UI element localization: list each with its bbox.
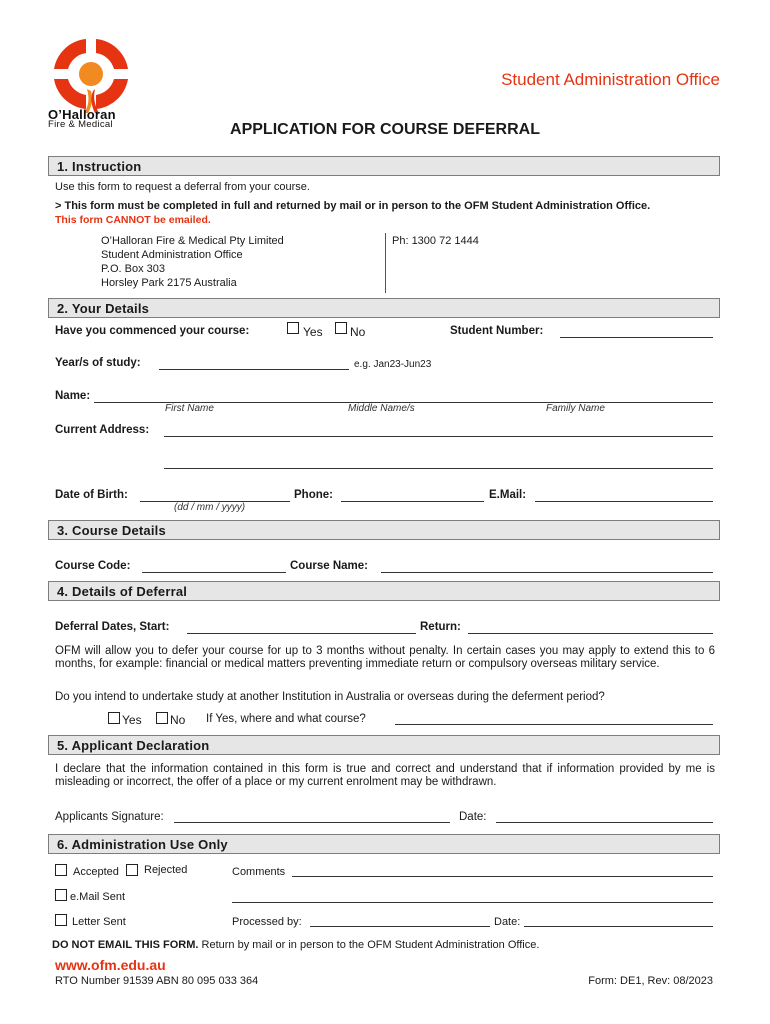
deferral-start-label: Deferral Dates, Start:: [55, 621, 170, 633]
other-study-no-label: No: [170, 713, 186, 727]
rejected-checkbox[interactable]: [126, 864, 138, 876]
website-link[interactable]: www.ofm.edu.au: [55, 957, 166, 973]
section-course-header: [48, 520, 720, 540]
commenced-label: Have you commenced your course:: [55, 325, 250, 337]
deferral-return-label: Return:: [420, 621, 461, 633]
email-sent-label: e.Mail Sent: [70, 891, 126, 903]
admin-date-label: Date:: [494, 916, 521, 928]
current-address-label: Current Address:: [55, 424, 150, 436]
declaration-date-label: Date:: [459, 811, 487, 823]
office-name: Student Administration Office: [501, 70, 720, 89]
years-label: Year/s of study:: [55, 357, 141, 369]
section-declaration-header: [48, 735, 720, 755]
section-heading: 5. Applicant Declaration: [57, 738, 210, 753]
section-details-header: [48, 298, 720, 318]
address-line: Horsley Park 2175 Australia: [101, 277, 237, 289]
signature-label: Applicants Signature:: [55, 811, 164, 823]
course-code-field[interactable]: [142, 572, 286, 573]
signature-field[interactable]: [174, 822, 450, 823]
phone-label: Phone:: [294, 489, 333, 501]
middle-name-hint: Middle Name/s: [348, 403, 415, 414]
form-revision: Form: DE1, Rev: 08/2023: [588, 975, 713, 987]
dob-hint: (dd / mm / yyyy): [174, 502, 246, 513]
deferral-policy-text: OFM will allow you to defer your course for up to 3 months without penalty. In certain cases you may apply to extend this to 6 months, for example: financial or medical matters preventing immediate return or compulsory overseas military service.: [55, 645, 715, 670]
deferral-return-field[interactable]: [468, 633, 713, 634]
letter-sent-label: Letter Sent: [72, 916, 126, 928]
address-line: Student Administration Office: [101, 249, 243, 261]
processed-by-label: Processed by:: [232, 916, 302, 928]
section-admin-header: [48, 834, 720, 854]
footer-notice: [52, 939, 539, 951]
declaration-date-field[interactable]: [496, 822, 713, 823]
other-study-no-checkbox[interactable]: [156, 712, 168, 724]
declaration-text: I declare that the information contained in this form is true and correct and understand that if information provided by me is misleading or incorrect, the offer of a place or my current enrolment may be withdrawn.: [55, 763, 715, 788]
other-study-where-field[interactable]: [395, 724, 713, 725]
admin-date-field[interactable]: [524, 926, 713, 927]
name-label: Name:: [55, 390, 91, 402]
comments-field-line-2[interactable]: [232, 902, 713, 903]
commenced-no-checkbox[interactable]: [335, 322, 347, 334]
address-divider: [385, 233, 386, 293]
office-phone: Ph: 1300 72 1444: [392, 235, 479, 247]
first-name-hint: First Name: [165, 403, 214, 414]
other-study-question: Do you intend to undertake study at another Institution in Australia or overseas during the deferment period?: [55, 691, 605, 703]
email-field[interactable]: [535, 501, 713, 502]
current-address-field[interactable]: [164, 436, 713, 437]
other-study-yes-checkbox[interactable]: [108, 712, 120, 724]
comments-label: Comments: [232, 866, 286, 878]
logo-subtitle: Fire & Medical: [48, 119, 113, 130]
section-heading: 2. Your Details: [57, 301, 150, 316]
instruction-notice: > This form must be completed in full and returned by mail or in person to the OFM Student Administration Office.: [55, 200, 651, 212]
student-number-field[interactable]: [560, 337, 713, 338]
rto-abn: RTO Number 91539 ABN 80 095 033 364: [55, 975, 259, 987]
course-name-label: Course Name:: [290, 560, 368, 572]
dob-label: Date of Birth:: [55, 489, 128, 501]
email-sent-checkbox[interactable]: [55, 889, 67, 901]
family-name-hint: Family Name: [546, 403, 605, 414]
student-number-label: Student Number:: [450, 325, 544, 337]
current-address-field-line-2[interactable]: [164, 468, 713, 469]
address-line: P.O. Box 303: [101, 263, 166, 275]
commenced-yes-checkbox[interactable]: [287, 322, 299, 334]
return-note: Return by mail or in person to the OFM Student Administration Office.: [201, 939, 540, 951]
phone-field[interactable]: [341, 501, 484, 502]
accepted-checkbox[interactable]: [55, 864, 67, 876]
section-deferral-header: [48, 581, 720, 601]
page-title: APPLICATION FOR COURSE DEFERRAL: [230, 121, 540, 138]
processed-by-field[interactable]: [310, 926, 490, 927]
email-label: E.Mail:: [489, 489, 527, 501]
years-example: e.g. Jan23-Jun23: [354, 359, 432, 370]
rejected-label: Rejected: [144, 864, 188, 876]
instruction-intro: Use this form to request a deferral from your course.: [55, 181, 310, 193]
section-instruction-header: [48, 156, 720, 176]
section-heading: 1. Instruction: [57, 159, 142, 174]
logo-name: O’Halloran: [48, 107, 116, 122]
course-name-field[interactable]: [381, 572, 713, 573]
course-code-label: Course Code:: [55, 560, 131, 572]
comments-field[interactable]: [292, 876, 713, 877]
commenced-no-label: No: [350, 325, 366, 339]
other-study-where-label: If Yes, where and what course?: [206, 713, 366, 725]
address-line: O’Halloran Fire & Medical Pty Limited: [101, 235, 284, 247]
other-study-yes-label: Yes: [122, 713, 142, 727]
section-heading: 3. Course Details: [57, 523, 166, 538]
deferral-start-field[interactable]: [187, 633, 416, 634]
years-field[interactable]: [159, 369, 349, 370]
letter-sent-checkbox[interactable]: [55, 914, 67, 926]
section-heading: 6. Administration Use Only: [57, 837, 228, 852]
accepted-label: Accepted: [73, 866, 119, 878]
section-heading: 4. Details of Deferral: [57, 584, 188, 599]
instruction-warning: This form CANNOT be emailed.: [55, 214, 211, 226]
do-not-email-text: DO NOT EMAIL THIS FORM.: [52, 939, 199, 951]
commenced-yes-label: Yes: [303, 325, 323, 339]
